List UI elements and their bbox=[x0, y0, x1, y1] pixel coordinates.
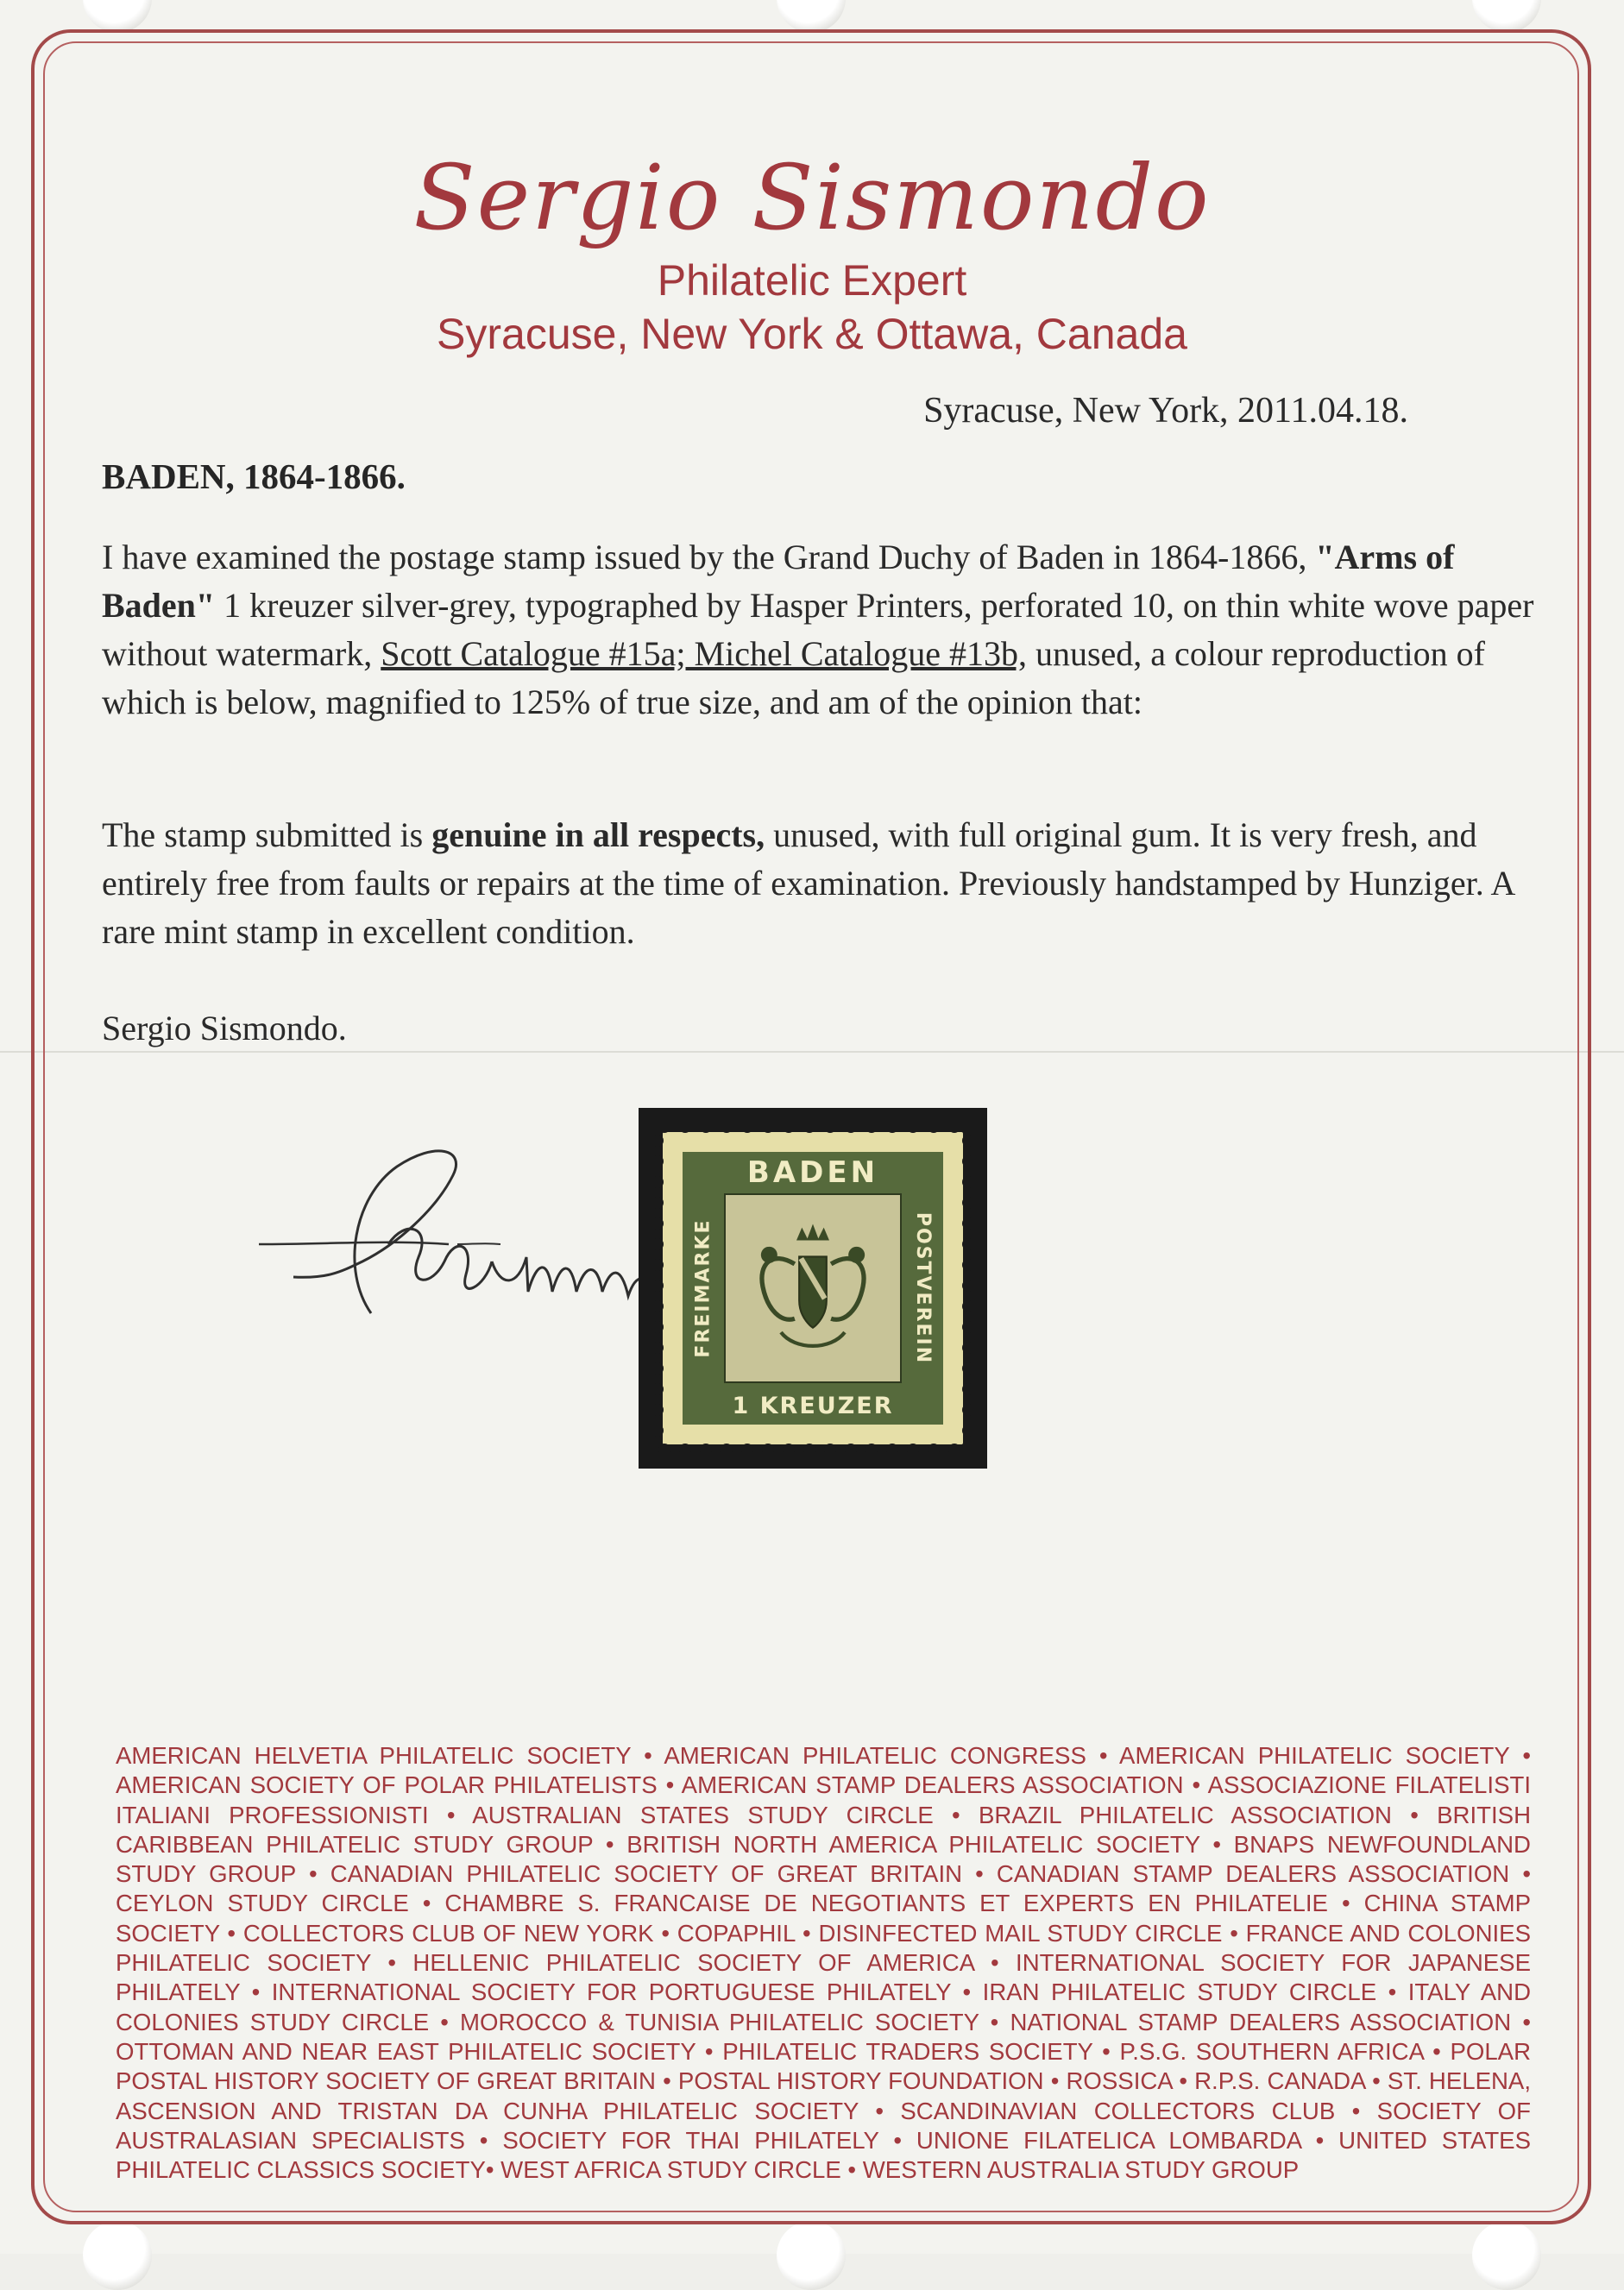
stamp-design bbox=[680, 1149, 946, 1427]
punch-hole-bottom-center bbox=[777, 2221, 846, 2290]
expert-locations: Syracuse, New York & Ottawa, Canada bbox=[437, 310, 1187, 358]
stamp-right-label: POSTVEREIN bbox=[911, 1211, 934, 1365]
punch-hole-bottom-right bbox=[1472, 2221, 1541, 2290]
closing-signature-name: Sergio Sismondo. bbox=[102, 1009, 347, 1047]
stamp-issue-heading: BADEN, 1864-1866. bbox=[102, 456, 406, 496]
stamp-center-panel bbox=[724, 1193, 902, 1383]
coat-of-arms-icon bbox=[731, 1200, 895, 1382]
stamp-value-label: 1 KREUZER bbox=[732, 1393, 894, 1419]
expert-name-heading: Sergio Sismondo bbox=[413, 145, 1211, 250]
place-and-date: Syracuse, New York, 2011.04.18. bbox=[923, 391, 1408, 431]
handwritten-signature bbox=[259, 1115, 664, 1374]
punch-hole-bottom-left bbox=[83, 2221, 152, 2290]
stamp-image-mount bbox=[639, 1108, 987, 1469]
stamp-image bbox=[663, 1132, 963, 1444]
stamp-left-label: FREIMARKE bbox=[692, 1218, 714, 1358]
genuine-verdict: genuine in all respects, bbox=[431, 815, 765, 854]
examination-paragraph: I have examined the postage stamp issued by the Grand Duchy of Baden in 1864-1866, "Arms of Baden" 1 kreuzer silver-grey, typographed by Hasper Printers, perforated 10, on thin white wove paper without watermark, Scott Catalogue #15a; Michel Catalogue #13b, unused, a colour reproduction of which is below, magnified to 125% of true size, and am of the opinion that: bbox=[102, 538, 1534, 721]
opinion-paragraph: The stamp submitted is genuine in all respects, unused, with full original gum. It is very fresh, and entirely free from faults or repairs at the time of examination. Previously handstamped by Hunziger. A rare mint stamp in excellent condition. bbox=[102, 815, 1514, 951]
expert-title: Philatelic Expert bbox=[657, 256, 967, 305]
catalogue-references: Scott Catalogue #15a; Michel Catalogue #13b, bbox=[381, 634, 1027, 673]
stamp-country-label: BADEN bbox=[746, 1155, 879, 1190]
society-memberships-footer: AMERICAN HELVETIA PHILATELIC SOCIETY • AMERICAN PHILATELIC CONGRESS • AMERICAN PHILATELIC SOCIETY • AMERICAN SOCIETY OF POLAR PHILATELISTS • AMERICAN STAMP DEALERS ASSOCIATION • ASSOCIAZIONE FILATELISTI ITALIANI PROFESSIONISTI • AUSTRALIAN STATES STUDY CIRCLE • BRAZIL PHILATELIC ASSOCIATION • BRITISH CARIBBEAN PHILATELIC STUDY GROUP • BRITISH NORTH AMERICA PHILATELIC SOCIETY • BNAPS NEWFOUNDLAND STUDY GROUP • CANADIAN PHILATELIC SOCIETY OF GREAT BRITAIN • CANADIAN STAMP DEALERS ASSOCIATION • CEYLON STUDY CIRCLE • CHAMBRE S. FRANCAISE DE NEGOTIANTS ET EXPERTS EN PHILATELIE • CHINA STAMP SOCIETY • COLLECTORS CLUB OF NEW YORK • COPAPHIL • DISINFECTED MAIL STUDY CIRCLE • FRANCE AND COLONIES PHILATELIC SOCIETY • HELLENIC PHILATELIC SOCIETY OF AMERICA • INTERNATIONAL SOCIETY FOR JAPANESE PHILATELY • INTERNATIONAL SOCIETY FOR PORTUGUESE PHILATELY • IRAN PHILATELIC STUDY CIRCLE • ITALY AND COLONIES STUDY CIRCLE • MOROCCO & TUNISIA PHILATELIC SOCIETY • NATIONAL STAMP DEALERS ASSOCIATION • OTTOMAN AND NEAR EAST PHILATELIC SOCIETY • PHILATELIC TRADERS SOCIETY • P.S.G. SOUTHERN AFRICA • POLAR POSTAL HISTORY SOCIETY OF GREAT BRITAIN • POSTAL HISTORY FOUNDATION • ROSSICA • R.P.S. CANADA • ST. HELENA, ASCENSION AND TRISTAN DA CUNHA PHILATELIC SOCIETY • SCANDINAVIAN COLLECTORS CLUB • SOCIETY OF AUSTRALASIAN SPECIALISTS • SOCIETY FOR THAI PHILATELY • UNIONE FILATELICA LOMBARDA • UNITED STATES PHILATELIC CLASSICS SOCIETY• WEST AFRICA STUDY CIRCLE • WESTERN AUSTRALIA STUDY GROUP bbox=[116, 1742, 1531, 2184]
